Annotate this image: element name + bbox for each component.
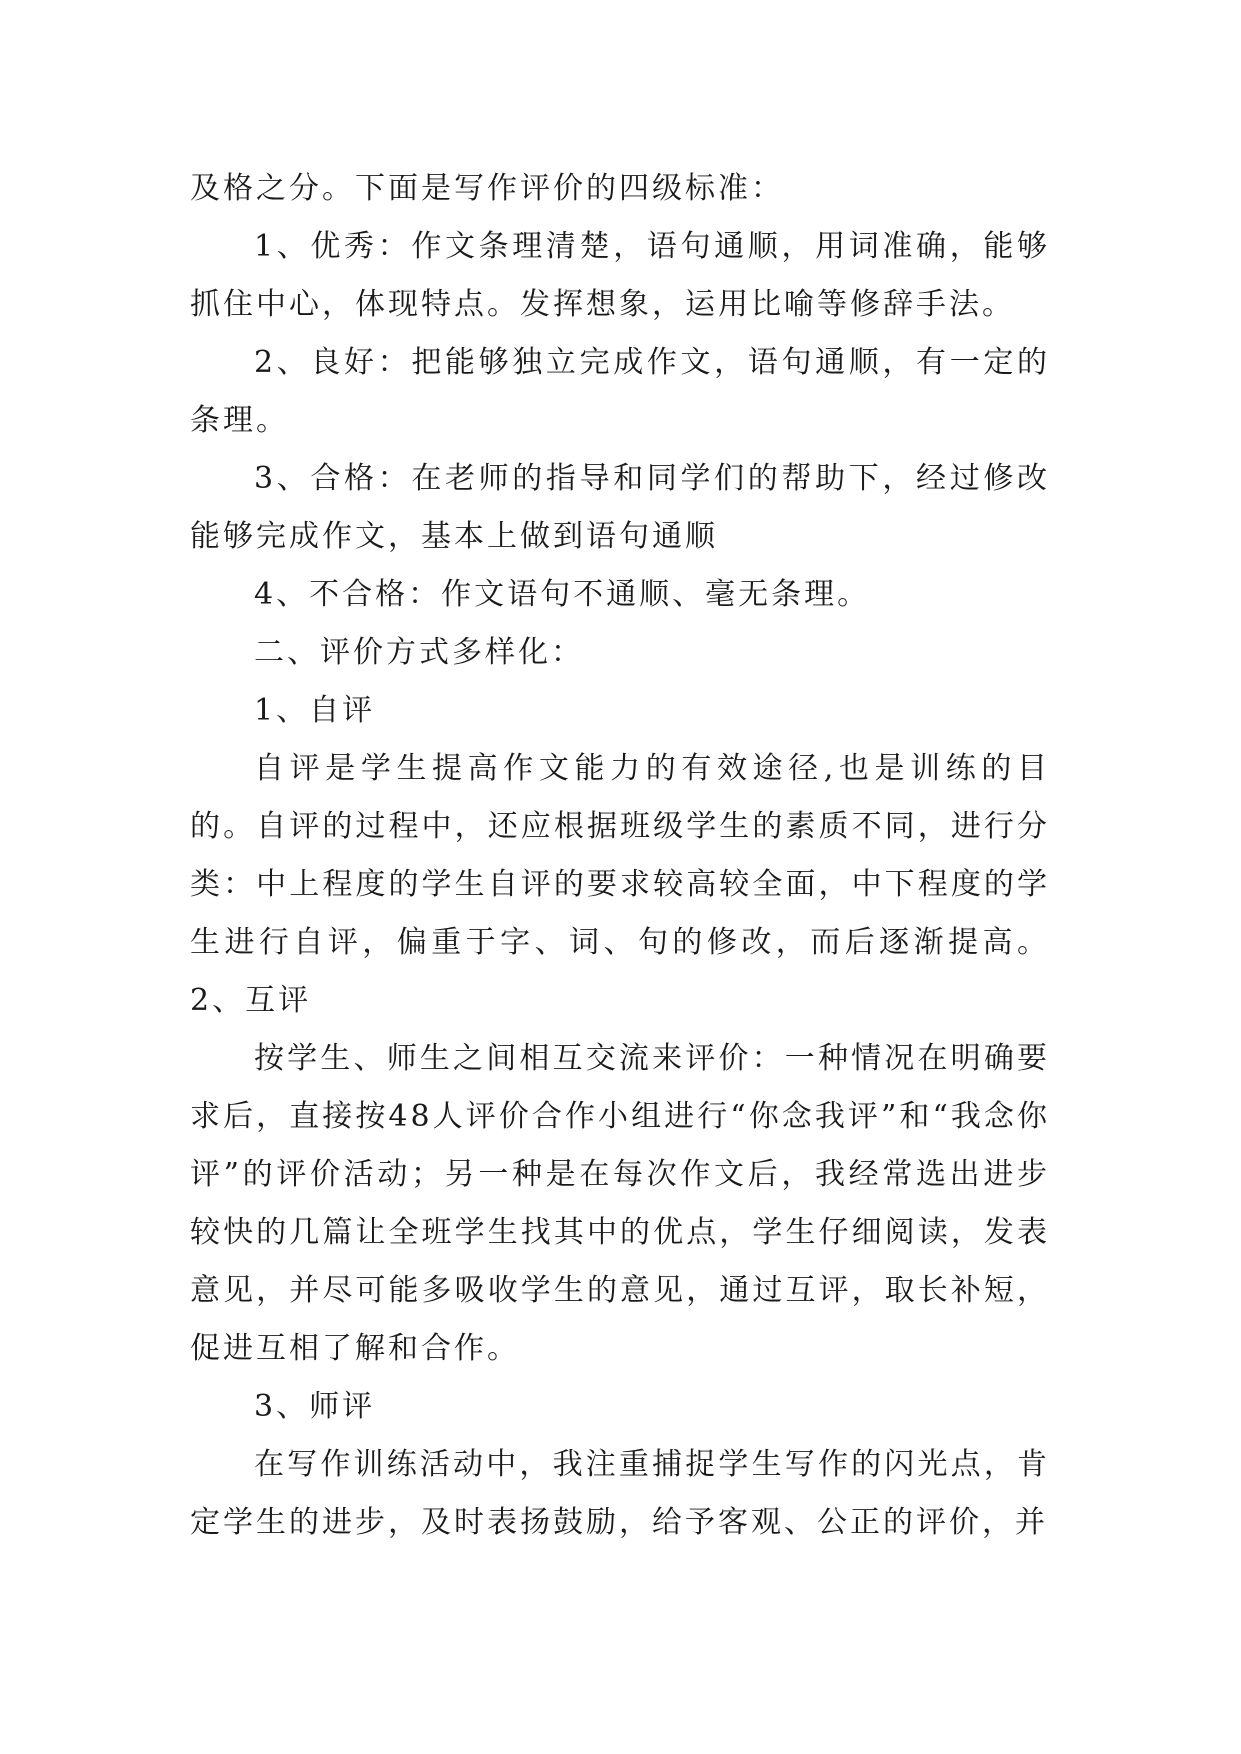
paragraph-good: 2、良好：把能够独立完成作文，语句通顺，有一定的条理。	[190, 345, 1050, 438]
paragraph-excellent: 1、优秀：作文条理清楚，语句通顺，用词准确，能够抓住中心，体现特点。发挥想象，运用比喻等修辞手法。	[190, 229, 1050, 322]
paragraph-grading-intro: 及格之分。下面是写作评价的四级标准：	[190, 171, 784, 206]
subheading-teacher-evaluation: 3、师评	[254, 1389, 376, 1424]
paragraph-pass: 3、合格：在老师的指导和同学们的帮助下，经过修改能够完成作文，基本上做到语句通顺	[190, 461, 1050, 554]
section-heading-evaluation-methods: 二、评价方式多样化：	[254, 635, 584, 670]
paragraph-self-evaluation: 自评是学生提高作文能力的有效途径,也是训练的目的。自评的过程中，还应根据班级学生的素质不同，进行分类：中上程度的学生自评的要求较高较全面，中下程度的学生进行自评，偏重于字、词、句的修改，而后逐渐提高。2、互评	[190, 751, 1050, 1018]
paragraph-peer-evaluation: 按学生、师生之间相互交流来评价：一种情况在明确要求后，直接按48人评价合作小组进行“你念我评”和“我念你评”的评价活动；另一种是在每次作文后，我经常选出进步较快的几篇让全班学生找其中的优点，学生仔细阅读，发表意见，并尽可能多吸收学生的意见，通过互评，取长补短，促进互相了解和合作。	[190, 1041, 1050, 1366]
subheading-self-evaluation: 1、自评	[254, 693, 376, 728]
paragraph-teacher-evaluation: 在写作训练活动中，我注重捕捉学生写作的闪光点，肯定学生的进步，及时表扬鼓励，给予客观、公正的评价，并	[190, 1447, 1050, 1540]
paragraph-fail: 4、不合格：作文语句不通顺、毫无条理。	[254, 577, 871, 612]
document-body	[190, 160, 1050, 1552]
